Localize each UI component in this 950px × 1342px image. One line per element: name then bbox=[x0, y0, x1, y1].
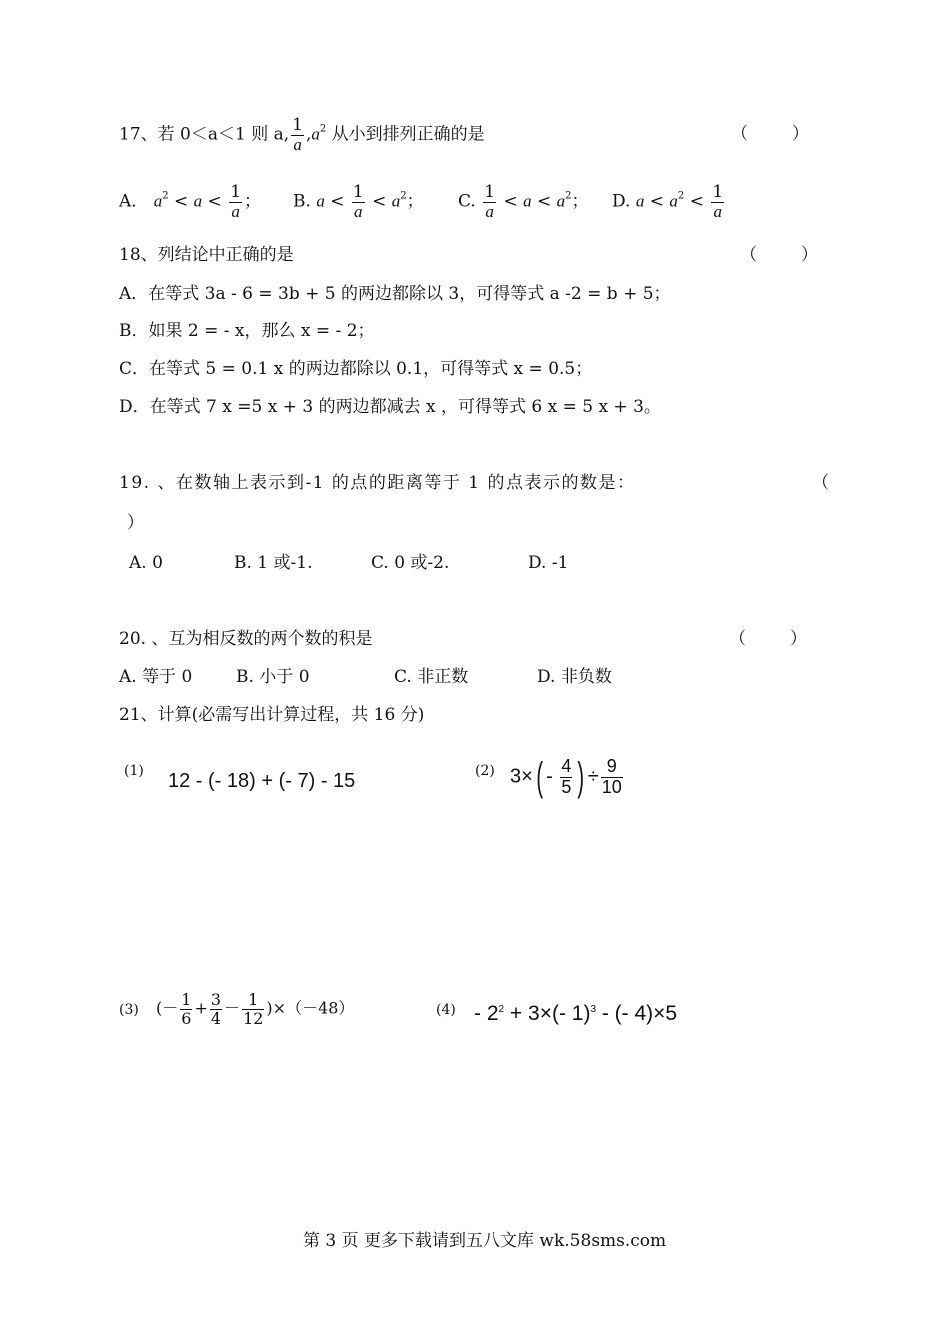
q19-bracket-close: ） bbox=[127, 513, 144, 533]
lt: < bbox=[372, 191, 387, 212]
q17-option-d bbox=[612, 183, 726, 221]
q17-stem-prefix: 17、若 0＜a＜1 则 a, bbox=[119, 124, 290, 145]
var-a: a bbox=[311, 124, 320, 144]
frac-1-over-a bbox=[352, 183, 365, 221]
q20-stem: 20. 、互为相反数的两个数的积是 bbox=[119, 629, 373, 649]
lt: < bbox=[689, 191, 704, 212]
lt: < bbox=[173, 191, 189, 212]
frac-num: 3 bbox=[210, 990, 222, 1009]
q17-frac-1-over-a bbox=[291, 116, 304, 154]
frac-9-10 bbox=[601, 757, 623, 798]
lt: < bbox=[330, 191, 345, 212]
frac-num: 9 bbox=[601, 757, 623, 778]
semicolon: ； bbox=[571, 191, 589, 212]
exp: 2 bbox=[400, 190, 407, 202]
q19-option-d: D. -1 bbox=[528, 553, 569, 573]
frac-1-6 bbox=[180, 991, 192, 1027]
q19-option-b: B. 1 或-1. bbox=[234, 553, 313, 573]
left-paren: ( bbox=[536, 755, 543, 800]
option-label: C. bbox=[458, 191, 476, 212]
lt: < bbox=[537, 191, 552, 212]
var-a: a bbox=[391, 191, 401, 211]
q17-option-a bbox=[119, 183, 261, 221]
lparen: ( bbox=[156, 998, 163, 1018]
q21-part3-label: (3) bbox=[119, 1002, 139, 1018]
option-label: A． bbox=[119, 191, 149, 212]
q18-option-a: A．在等式 3a - 6 = 3b + 5 的两边都除以 3，可得等式 a -2 = b + 5； bbox=[119, 284, 671, 304]
frac-4-5 bbox=[560, 757, 572, 798]
q20-option-b: B. 小于 0 bbox=[236, 667, 310, 687]
frac-den: a bbox=[293, 134, 302, 154]
frac-den: 4 bbox=[210, 1008, 222, 1028]
q17-option-c bbox=[458, 183, 589, 221]
exp: 2 bbox=[565, 190, 572, 202]
option-label: D. bbox=[612, 191, 631, 212]
q19-bracket-open: （ bbox=[812, 473, 829, 493]
frac-num: 4 bbox=[561, 756, 572, 776]
q20-option-d: D. 非负数 bbox=[537, 667, 612, 687]
q17-stem: 17、若 0＜a＜1 则 a, $\frac{1}{a}$ $,a^2$ 从小到排列正确的是 bbox=[119, 115, 485, 154]
neg: - bbox=[546, 765, 553, 788]
semicolon: ； bbox=[406, 191, 424, 212]
frac-1-over-a bbox=[483, 183, 496, 221]
frac-num: 1 bbox=[181, 990, 192, 1009]
exp: 2 bbox=[162, 190, 169, 202]
exp: 3 bbox=[590, 1004, 597, 1015]
q18-option-c: C．在等式 5 = 0.1 x 的两边都除以 0.1，可得等式 x = 0.5； bbox=[119, 359, 593, 379]
div: ÷ bbox=[587, 765, 599, 788]
q20-answer-bracket bbox=[729, 631, 807, 648]
bracket-close: ） bbox=[801, 245, 818, 265]
q20-option-c: C. 非正数 bbox=[394, 667, 469, 687]
var-a: a bbox=[193, 191, 203, 211]
frac-den: 10 bbox=[601, 776, 622, 797]
frac-den: a bbox=[354, 201, 363, 221]
lt: < bbox=[649, 191, 664, 212]
tail: )×（－48） bbox=[266, 998, 355, 1018]
q19-option-a: A. 0 bbox=[129, 553, 163, 573]
q21-part3-expression bbox=[156, 991, 354, 1027]
bracket-close: ） bbox=[790, 629, 807, 649]
frac-den: 12 bbox=[243, 1008, 264, 1028]
frac-num: 1 bbox=[352, 182, 364, 202]
bracket-open: （ bbox=[740, 245, 757, 265]
page-footer: 第 3 页 更多下载请到五八文库 wk.58sms.com bbox=[303, 1231, 667, 1251]
var-a: a bbox=[556, 191, 566, 211]
frac-num: 1 bbox=[242, 991, 264, 1010]
exp: 2 bbox=[677, 190, 685, 202]
q21-part4-expression bbox=[474, 1003, 677, 1024]
right-paren: ) bbox=[577, 755, 585, 800]
q17-stem-suffix: 从小到排列正确的是 bbox=[331, 124, 485, 145]
term: + 3×(- 1) bbox=[504, 1002, 591, 1025]
var-a: a bbox=[153, 191, 163, 211]
bracket-close: ） bbox=[792, 124, 809, 144]
q21-part4-label: (4) bbox=[436, 1002, 456, 1018]
times: × bbox=[521, 765, 533, 788]
q19-stem: 19. 、在数轴上表示到-1 的点的距离等于 1 的点表示的数是： bbox=[119, 473, 636, 493]
frac-den: 5 bbox=[561, 776, 572, 797]
bracket-open: （ bbox=[729, 629, 746, 649]
frac-den: a bbox=[713, 201, 722, 221]
minus: － bbox=[162, 998, 179, 1018]
frac-den: a bbox=[231, 201, 240, 221]
frac-3-4 bbox=[210, 991, 222, 1027]
frac-1-over-a bbox=[229, 183, 242, 221]
q19-option-c: C. 0 或-2. bbox=[371, 553, 450, 573]
q21-part1-label: (1) bbox=[124, 763, 144, 779]
term: - (- 4)×5 bbox=[596, 1002, 678, 1025]
lt: < bbox=[207, 191, 222, 212]
num: 3 bbox=[510, 765, 522, 788]
q21-part2-expression bbox=[510, 757, 625, 798]
q17-answer-bracket bbox=[731, 126, 809, 143]
plus: + bbox=[194, 998, 208, 1018]
q17-option-b bbox=[293, 183, 424, 221]
q21-part2-label: (2) bbox=[475, 763, 495, 779]
q20-option-a: A. 等于 0 bbox=[119, 667, 193, 687]
q18-answer-bracket bbox=[740, 247, 818, 264]
frac-num: 1 bbox=[230, 182, 242, 202]
bracket-open: （ bbox=[731, 124, 748, 144]
exp: 2 bbox=[319, 123, 327, 135]
option-label: B. bbox=[293, 191, 311, 212]
q18-stem: 18、列结论中正确的是 bbox=[119, 245, 294, 265]
frac-den: a bbox=[485, 201, 494, 221]
frac-num: 1 bbox=[292, 115, 303, 135]
frac-num: 1 bbox=[712, 182, 724, 202]
exp: 2 bbox=[498, 1004, 505, 1015]
frac-num: 1 bbox=[484, 182, 496, 202]
var-a: a bbox=[669, 191, 678, 211]
var-a: a bbox=[635, 191, 645, 211]
q18-option-b: B．如果 2 = - x，那么 x = - 2； bbox=[119, 321, 375, 341]
var-a: a bbox=[523, 191, 532, 211]
term: - 2 bbox=[474, 1002, 499, 1025]
var-a: a bbox=[316, 191, 325, 211]
frac-1-12 bbox=[242, 991, 264, 1027]
semicolon: ； bbox=[244, 191, 262, 212]
q21-stem: 21、计算(必需写出计算过程，共 16 分) bbox=[119, 705, 425, 725]
q21-part1-expression: 12 - (- 18) + (- 7) - 15 bbox=[168, 770, 356, 792]
frac-1-over-a bbox=[711, 183, 724, 221]
q18-option-d: D．在等式 7 x =5 x + 3 的两边都减去 x ，可得等式 6 x = 5 x + 3。 bbox=[119, 397, 661, 417]
frac-den: 6 bbox=[181, 1008, 192, 1028]
minus: － bbox=[224, 998, 241, 1018]
lt: < bbox=[503, 191, 518, 212]
